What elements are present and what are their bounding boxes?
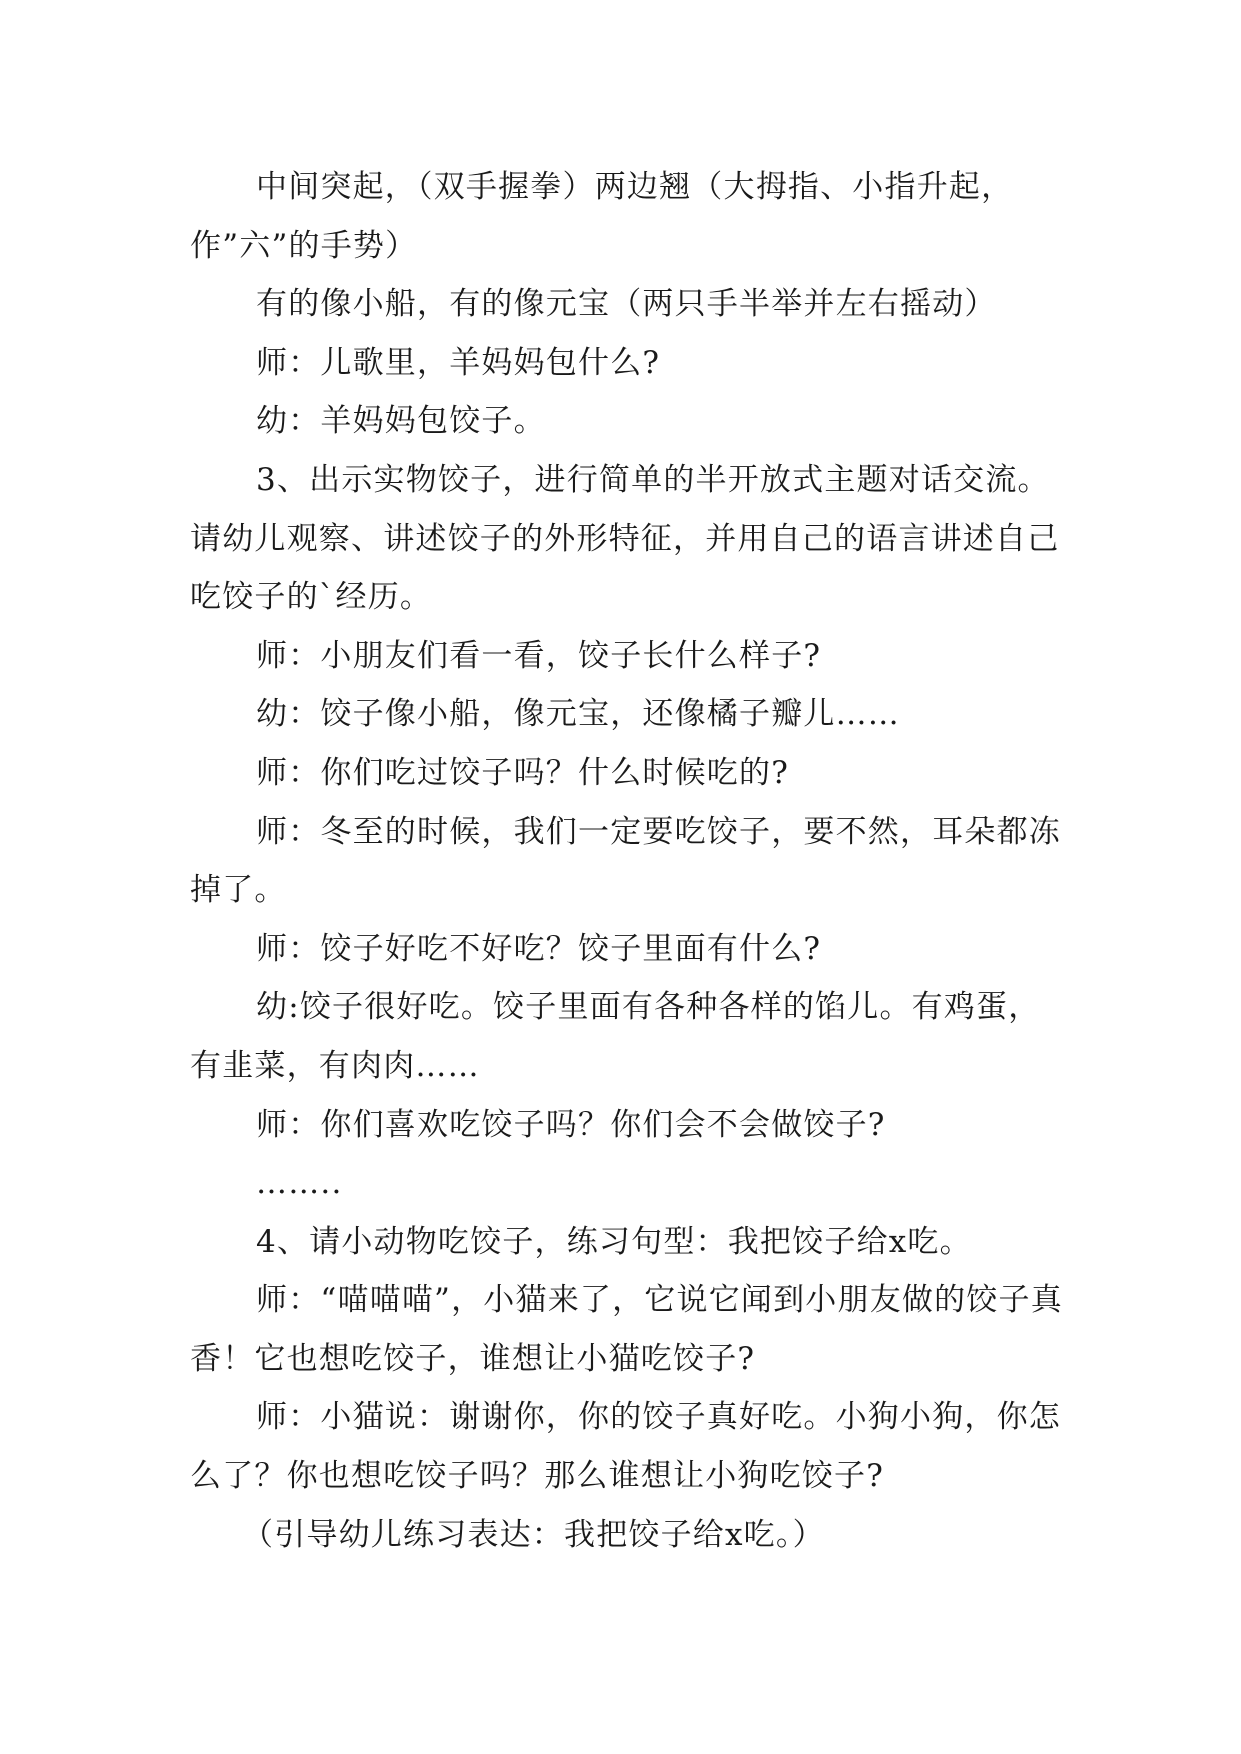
paragraph-teacher-eaten: 师：你们吃过饺子吗？什么时候吃的? bbox=[256, 754, 790, 791]
paragraph-gesture-2: 有的像小船，有的像元宝（两只手半举并左右摇动） bbox=[256, 286, 997, 323]
paragraph-guide-note: （引导幼儿练习表达：我把饺子给x吃。） bbox=[242, 1516, 825, 1553]
paragraph-teacher-question: 师：儿歌里，羊妈妈包什么? bbox=[256, 344, 661, 381]
paragraph-child-answer: 幼：羊妈妈包饺子。 bbox=[256, 403, 546, 440]
paragraph-teacher-dog: 师：小猫说：谢谢你，你的饺子真好吃。小狗小狗，你怎么了？你也想吃饺子吗？那么谁想让小狗吃饺子? bbox=[190, 1399, 1061, 1495]
paragraph-teacher-cat: 师：“喵喵喵”，小猫来了，它说它闻到小朋友做的饺子真香！它也想吃饺子，谁想让小猫吃饺子? bbox=[190, 1282, 1063, 1377]
paragraph-teacher-winter: 师：冬至的时候，我们一定要吃饺子，要不然，耳朵都冻掉了。 bbox=[190, 813, 1061, 909]
paragraph-gesture-1: 中间突起，（双手握拳）两边翘（大拇指、小指升起，作”六”的手势） bbox=[190, 169, 1014, 264]
paragraph-teacher-look: 师：小朋友们看一看，饺子长什么样子? bbox=[256, 637, 822, 674]
document-body bbox=[190, 158, 1070, 1564]
paragraph-child-fillings: 幼:饺子很好吃。饺子里面有各种各样的馅儿。有鸡蛋，有韭菜，有肉肉…… bbox=[190, 989, 1041, 1084]
paragraph-ellipsis: …….. bbox=[256, 1165, 343, 1202]
paragraph-step-4: 4、请小动物吃饺子，练习句型：我把饺子给x吃。 bbox=[256, 1223, 972, 1260]
paragraph-child-shape: 幼：饺子像小船，像元宝，还像橘子瓣儿…… bbox=[256, 696, 900, 733]
paragraph-teacher-tasty: 师：饺子好吃不好吃？饺子里面有什么? bbox=[256, 930, 822, 967]
paragraph-teacher-like: 师：你们喜欢吃饺子吗？你们会不会做饺子? bbox=[256, 1106, 886, 1143]
paragraph-step-3: 3、出示实物饺子，进行简单的半开放式主题对话交流。请幼儿观察、讲述饺子的外形特征，并用自己的语言讲述自己吃饺子的`经历。 bbox=[190, 461, 1060, 616]
